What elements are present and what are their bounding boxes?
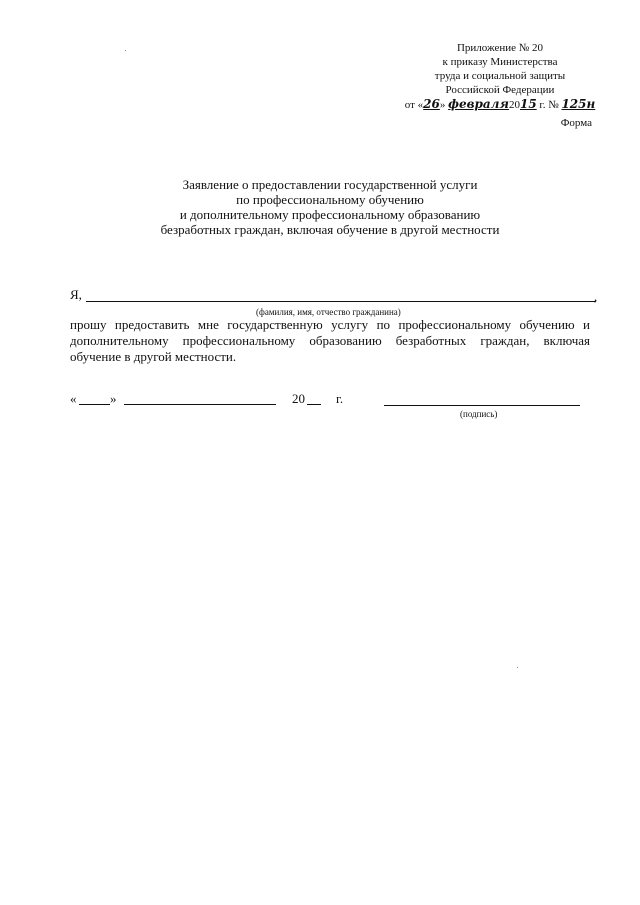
applicant-name-caption: (фамилия, имя, отчество гражданина): [256, 307, 401, 317]
appendix-header: [400, 41, 600, 112]
applicant-pronoun: Я,: [70, 287, 82, 302]
scan-speck: [125, 50, 126, 51]
signature-field[interactable]: [384, 405, 580, 406]
order-year-suffix: 15: [519, 97, 537, 111]
title-line-2: по профессиональному обучению: [236, 192, 424, 207]
scan-speck: [517, 667, 518, 668]
order-number-prefix: г. №: [539, 99, 559, 111]
order-reference: [400, 97, 600, 112]
title-line-3: и дополнительному профессиональному образованию: [179, 207, 481, 222]
appendix-line-1: Приложение № 20: [456, 42, 544, 54]
order-mid: »: [439, 99, 446, 111]
order-number: 125н: [561, 97, 596, 111]
order-year-prefix: 20: [508, 99, 520, 111]
close-quote: »: [110, 391, 117, 406]
applicant-comma: ,: [594, 289, 598, 304]
appendix-line-3: труда и социальной защиты: [434, 70, 566, 82]
year-field[interactable]: [307, 404, 321, 405]
appendix-line-4: Российской Федерации: [445, 84, 555, 96]
order-month: февраля: [448, 97, 509, 111]
order-day: 26: [423, 97, 440, 111]
title-line-1: Заявление о предоставлении государственной услуги: [182, 177, 478, 192]
month-field[interactable]: [124, 404, 276, 405]
title-line-4: безработных граждан, включая обучение в другой местности: [160, 222, 500, 237]
order-prefix: от «: [404, 99, 424, 111]
applicant-name-field[interactable]: [86, 301, 596, 302]
open-quote: «: [70, 391, 77, 406]
applicant-name-row: [70, 287, 600, 307]
day-field[interactable]: [79, 404, 110, 405]
year-suffix: г.: [336, 391, 344, 406]
year-prefix: 20: [292, 391, 305, 406]
document-title: [120, 177, 540, 237]
signature-caption: (подпись): [460, 409, 498, 419]
form-label: Форма: [560, 117, 592, 129]
appendix-line-2: к приказу Министерства: [442, 56, 558, 68]
date-signature-row: [70, 391, 590, 409]
request-text: прошу предоставить мне государственную услугу по профессиональному обучению и дополнительному профессиональному образованию безработных граждан, включая обучение в другой местности.: [70, 317, 590, 364]
